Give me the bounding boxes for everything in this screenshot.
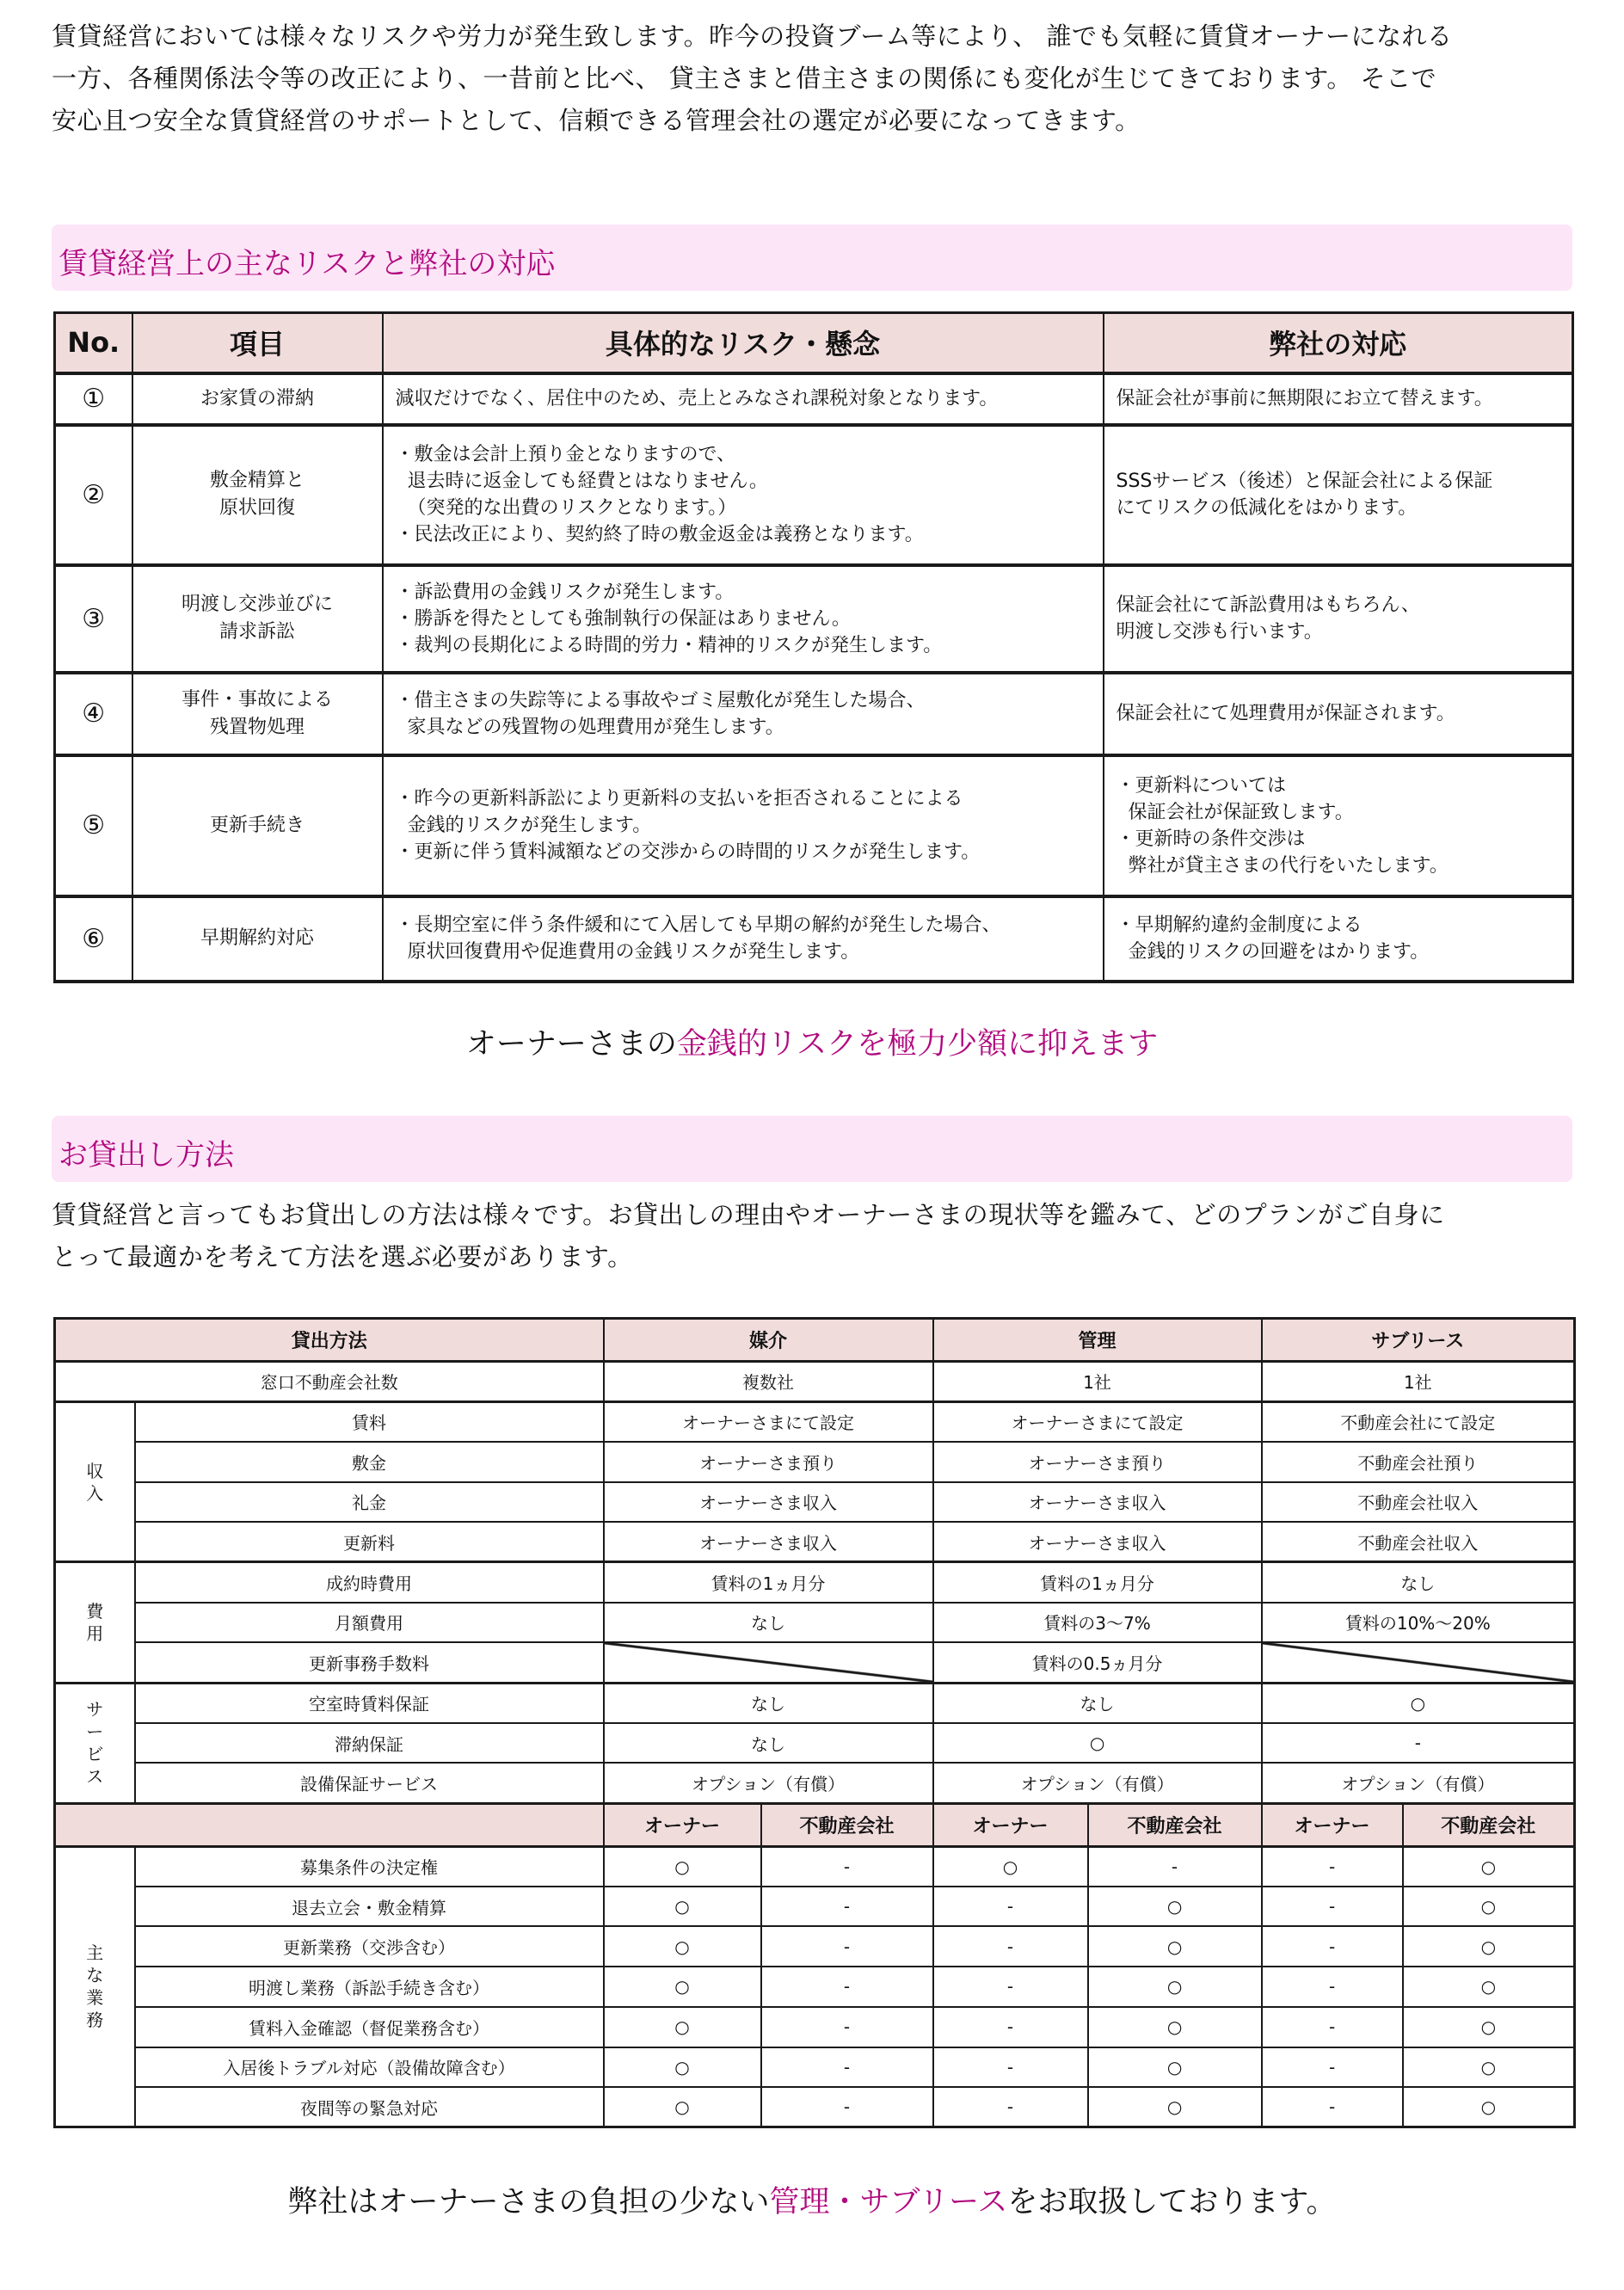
cell-line: ・更新に伴う賃料減額などの交渉からの時間的リスクが発生します。 bbox=[395, 841, 981, 863]
row-label: 明渡し業務（訴訟手続き含む） bbox=[135, 1967, 604, 2007]
row-value: 賃料の1ヵ月分 bbox=[604, 1562, 933, 1603]
closing-before: 弊社はオーナーさまの負担の少ない bbox=[287, 2185, 770, 2219]
row-value: 賃料の1ヵ月分 bbox=[933, 1562, 1262, 1603]
cell-line: 家具などの残置物の処理費用が発生します。 bbox=[407, 716, 784, 738]
intro-line: 安心且つ安全な賃貸経営のサポートとして、信頼できる管理会社の選定が必要になってきます。 bbox=[52, 106, 1141, 135]
section-heading-risks bbox=[52, 225, 1572, 291]
duty-mark: ○ bbox=[1403, 1926, 1575, 1967]
duty-mark: - bbox=[933, 2007, 1088, 2047]
header-plan: サブリース bbox=[1262, 1319, 1575, 1362]
duty-mark: - bbox=[1262, 2007, 1403, 2047]
row-value: オーナーさま収入 bbox=[933, 1522, 1262, 1562]
cell-line: ・民法改正により、契約終了時の敷金返金は義務となります。 bbox=[395, 524, 924, 545]
cell-line: にてリスクの低減化をはかります。 bbox=[1116, 497, 1418, 519]
duty-mark: ○ bbox=[604, 1846, 761, 1887]
methods-line: 賃貸経営と言ってもお貸出しの方法は様々です。お貸出しの理由やオーナーさまの現状等を鑑みて、どのプランがご自身に bbox=[52, 1200, 1445, 1229]
row-value: なし bbox=[604, 1683, 933, 1723]
row-value: 1社 bbox=[933, 1362, 1262, 1402]
row-value: オーナーさま収入 bbox=[604, 1522, 933, 1562]
header-method: 貸出方法 bbox=[55, 1319, 604, 1362]
row-value: なし bbox=[933, 1683, 1262, 1723]
cell-line: 保証会社にて処理費用が保証されます。 bbox=[1116, 703, 1455, 724]
row-value: オーナーさま預り bbox=[604, 1442, 933, 1482]
row-value: 不動産会社収入 bbox=[1262, 1482, 1575, 1523]
duties-subheader bbox=[55, 1803, 1575, 1846]
row-label: 成約時費用 bbox=[135, 1562, 604, 1603]
cell-line: 退去時に返金しても経費とはなりません。 bbox=[407, 471, 768, 492]
methods-line: とって最適かを考えて方法を選ぶ必要があります。 bbox=[52, 1242, 633, 1271]
cell-line: ・借主さまの失踪等による事故やゴミ屋敷化が発生した場合、 bbox=[395, 689, 926, 711]
duty-mark: ○ bbox=[1088, 2087, 1262, 2127]
row-value: オプション（有償） bbox=[1262, 1763, 1575, 1803]
cell-line: 保証会社が保証致します。 bbox=[1128, 801, 1354, 823]
row-item bbox=[132, 373, 383, 425]
duty-mark: - bbox=[1262, 1846, 1403, 1887]
row-item bbox=[132, 425, 383, 565]
duty-mark: - bbox=[761, 1887, 933, 1927]
duty-mark: - bbox=[761, 2047, 933, 2088]
group-label-text: 収入 bbox=[86, 1460, 104, 1504]
duty-row bbox=[55, 1887, 1575, 1927]
methods-paragraph bbox=[52, 1194, 1445, 1278]
row-number: ② bbox=[55, 425, 132, 565]
risk-table bbox=[53, 311, 1574, 983]
duty-mark: - bbox=[933, 2047, 1088, 2088]
plans-table bbox=[53, 1317, 1576, 2128]
duty-mark: ○ bbox=[1088, 2047, 1262, 2088]
header-risk: 具体的なリスク・懸念 bbox=[383, 313, 1104, 373]
duty-row bbox=[55, 2087, 1575, 2127]
row-number: ⑥ bbox=[55, 896, 132, 982]
duty-mark: - bbox=[1262, 1887, 1403, 1927]
row-value: ○ bbox=[1262, 1683, 1575, 1723]
duty-mark: ○ bbox=[1403, 1887, 1575, 1927]
cell-line: 金銭的リスクが発生します。 bbox=[407, 815, 652, 836]
row-value: なし bbox=[604, 1723, 933, 1764]
risk-table-header bbox=[55, 313, 1573, 373]
risk-row bbox=[55, 896, 1573, 982]
window-row bbox=[55, 1362, 1575, 1402]
header-no: No. bbox=[55, 313, 132, 373]
row-value: オプション（有償） bbox=[933, 1763, 1262, 1803]
duty-row bbox=[55, 1967, 1575, 2007]
plans-row bbox=[55, 1763, 1575, 1803]
cell-line: 敷金精算と bbox=[209, 470, 304, 491]
subheader-party: オーナー bbox=[1262, 1803, 1403, 1846]
duty-mark: - bbox=[933, 1967, 1088, 2007]
row-label: 滞納保証 bbox=[135, 1723, 604, 1764]
subheader-blank bbox=[55, 1803, 604, 1846]
row-label: 月額費用 bbox=[135, 1603, 604, 1643]
plans-row bbox=[55, 1522, 1575, 1562]
subheader-party: オーナー bbox=[604, 1803, 761, 1846]
intro-paragraph bbox=[52, 15, 1574, 142]
slogan-plain: オーナーさまの bbox=[465, 1027, 677, 1062]
duty-mark: ○ bbox=[604, 2087, 761, 2127]
row-label: 更新業務（交渉含む） bbox=[135, 1926, 604, 1967]
cell-line: （突発的な出費のリスクとなります。） bbox=[407, 497, 737, 519]
cell-line: 保証会社にて訴訟費用はもちろん、 bbox=[1116, 594, 1420, 616]
slogan-highlight: 金銭的リスクを極力少額に抑えます bbox=[676, 1027, 1159, 1062]
duty-mark: - bbox=[933, 2087, 1088, 2127]
subheader-party: オーナー bbox=[933, 1803, 1088, 1846]
plans-row bbox=[55, 1442, 1575, 1482]
row-label: 賃料 bbox=[135, 1401, 604, 1442]
row-number: ⑤ bbox=[55, 755, 132, 896]
cell-line: 保証会社が事前に無期限にお立て替えます。 bbox=[1116, 388, 1493, 409]
row-number: ③ bbox=[55, 565, 132, 673]
duty-mark: - bbox=[761, 1967, 933, 2007]
row-risk bbox=[383, 425, 1104, 565]
row-value: オーナーさまにて設定 bbox=[933, 1401, 1262, 1442]
row-value: オーナーさまにて設定 bbox=[604, 1401, 933, 1442]
risk-row bbox=[55, 673, 1573, 755]
cell-line: 明渡し交渉並びに bbox=[181, 594, 333, 615]
row-label: 募集条件の決定権 bbox=[135, 1846, 604, 1887]
group-label bbox=[55, 1683, 135, 1803]
cell-line: 原状回復費用や促進費用の金銭リスクが発生します。 bbox=[407, 941, 860, 963]
row-value: 不動産会社にて設定 bbox=[1262, 1401, 1575, 1442]
closing-statement bbox=[0, 2178, 1624, 2221]
empty-slash-cell bbox=[604, 1642, 933, 1683]
row-label: 更新事務手数料 bbox=[135, 1642, 604, 1683]
cell-line: 事件・事故による bbox=[181, 688, 333, 711]
row-label: 更新料 bbox=[135, 1522, 604, 1562]
header-plan: 媒介 bbox=[604, 1319, 933, 1362]
header-item: 項目 bbox=[132, 313, 383, 373]
closing-highlight: 管理・サブリース bbox=[769, 2185, 1008, 2219]
cell-line: SSSサービス（後述）と保証会社による保証 bbox=[1116, 471, 1493, 492]
row-value: なし bbox=[604, 1603, 933, 1643]
row-item bbox=[132, 896, 383, 982]
duty-mark: ○ bbox=[1403, 1846, 1575, 1887]
row-label: 窓口不動産会社数 bbox=[55, 1362, 604, 1402]
cell-line: お家賃の滞納 bbox=[200, 387, 314, 409]
row-item bbox=[132, 565, 383, 673]
subheader-party: 不動産会社 bbox=[761, 1803, 933, 1846]
duty-mark: ○ bbox=[1088, 2007, 1262, 2047]
cell-line: ・訴訟費用の金銭リスクが発生します。 bbox=[395, 581, 735, 603]
header-response: 弊社の対応 bbox=[1104, 313, 1573, 373]
row-response bbox=[1104, 896, 1573, 982]
plans-row bbox=[55, 1603, 1575, 1643]
row-value: 賃料の10%～20% bbox=[1262, 1603, 1575, 1643]
duty-mark: ○ bbox=[1088, 1887, 1262, 1927]
closing-after: をお取扱しております。 bbox=[1007, 2185, 1337, 2219]
section-heading-methods bbox=[52, 1116, 1572, 1182]
subheader-party: 不動産会社 bbox=[1403, 1803, 1575, 1846]
duty-mark: ○ bbox=[933, 1846, 1088, 1887]
plans-row bbox=[55, 1723, 1575, 1764]
row-response bbox=[1104, 755, 1573, 896]
cell-line: ・長期空室に伴う条件緩和にて入居しても早期の解約が発生した場合、 bbox=[395, 914, 1001, 936]
cell-line: ・昨今の更新料訴訟により更新料の支払いを拒否されることによる bbox=[395, 788, 963, 810]
cell-line: ・更新時の条件交渉は bbox=[1116, 828, 1306, 850]
duty-row bbox=[55, 2007, 1575, 2047]
cell-line: 残置物処理 bbox=[209, 716, 304, 738]
duty-mark: ○ bbox=[604, 1926, 761, 1967]
row-label: 空室時賃料保証 bbox=[135, 1683, 604, 1723]
intro-line: 賃貸経営においては様々なリスクや労力が発生致します。昨今の投資ブーム等により、 誰でも気軽に賃貸オーナーになれる bbox=[52, 22, 1453, 51]
row-label: 賃料入金確認（督促業務含む） bbox=[135, 2007, 604, 2047]
cell-line: ・敷金は会計上預り金となりますので、 bbox=[395, 444, 736, 465]
header-plan: 管理 bbox=[933, 1319, 1262, 1362]
row-number: ① bbox=[55, 373, 132, 425]
row-value: オーナーさま預り bbox=[933, 1442, 1262, 1482]
row-risk bbox=[383, 373, 1104, 425]
group-label-text: サービス bbox=[86, 1699, 104, 1788]
duty-mark: - bbox=[761, 2087, 933, 2127]
empty-slash-cell bbox=[1262, 1642, 1575, 1683]
intro-line: 一方、各種関係法令等の改正により、一昔前と比べ、 貸主さまと借主さまの関係にも変化が生じてきております。 そこで bbox=[52, 64, 1437, 93]
plans-header bbox=[55, 1319, 1575, 1362]
cell-line: 金銭的リスクの回避をはかります。 bbox=[1128, 941, 1430, 963]
row-value: 1社 bbox=[1262, 1362, 1575, 1402]
cell-line: ・更新料については bbox=[1116, 774, 1287, 797]
plans-row bbox=[55, 1401, 1575, 1442]
row-response bbox=[1104, 373, 1573, 425]
row-label: 夜間等の緊急対応 bbox=[135, 2087, 604, 2127]
plans-row bbox=[55, 1642, 1575, 1683]
duty-mark: ○ bbox=[1403, 2087, 1575, 2127]
plans-row bbox=[55, 1683, 1575, 1723]
cell-line: 更新手続き bbox=[209, 814, 304, 836]
duty-row bbox=[55, 2047, 1575, 2088]
plans-row bbox=[55, 1562, 1575, 1603]
risk-row bbox=[55, 373, 1573, 425]
group-label-text: 費用 bbox=[86, 1600, 104, 1644]
cell-line: 請求訴訟 bbox=[218, 621, 295, 643]
row-label: 入居後トラブル対応（設備故障含む） bbox=[135, 2047, 604, 2088]
row-risk bbox=[383, 565, 1104, 673]
duty-mark: - bbox=[1262, 1967, 1403, 2007]
cell-line: 早期解約対応 bbox=[200, 927, 314, 949]
duty-mark: ○ bbox=[1088, 1967, 1262, 2007]
subheader-party: 不動産会社 bbox=[1088, 1803, 1262, 1846]
duty-mark: ○ bbox=[1088, 1926, 1262, 1967]
section-heading-text: お貸出し方法 bbox=[58, 1138, 234, 1173]
row-response bbox=[1104, 425, 1573, 565]
group-label bbox=[55, 1401, 135, 1562]
row-risk bbox=[383, 673, 1104, 755]
row-value: 複数社 bbox=[604, 1362, 933, 1402]
row-value: - bbox=[1262, 1723, 1575, 1764]
row-risk bbox=[383, 896, 1104, 982]
duty-mark: ○ bbox=[604, 2047, 761, 2088]
row-item bbox=[132, 673, 383, 755]
section-heading-text: 賃貸経営上の主なリスクと弊社の対応 bbox=[58, 247, 556, 281]
duty-mark: - bbox=[1262, 2047, 1403, 2088]
duty-mark: ○ bbox=[1403, 2047, 1575, 2088]
row-value: オプション（有償） bbox=[604, 1763, 933, 1803]
cell-line: ・勝訴を得たとしても強制執行の保証はありません。 bbox=[395, 607, 851, 630]
row-value: オーナーさま収入 bbox=[933, 1482, 1262, 1523]
duty-mark: ○ bbox=[604, 2007, 761, 2047]
duty-mark: - bbox=[761, 1926, 933, 1967]
risk-slogan bbox=[0, 1020, 1624, 1063]
row-value: オーナーさま収入 bbox=[604, 1482, 933, 1523]
row-value: 賃料の3～7% bbox=[933, 1603, 1262, 1643]
duty-mark: ○ bbox=[1403, 2007, 1575, 2047]
duty-mark: - bbox=[1088, 1846, 1262, 1887]
row-value: なし bbox=[1262, 1562, 1575, 1603]
cell-line: 弊社が貸主さまの代行をいたします。 bbox=[1128, 854, 1449, 877]
cell-line: 減収だけでなく、居住中のため、売上とみなされ課税対象となります。 bbox=[395, 388, 999, 409]
duty-mark: - bbox=[761, 2007, 933, 2047]
row-label: 設備保証サービス bbox=[135, 1763, 604, 1803]
duty-mark: - bbox=[933, 1887, 1088, 1927]
cell-line: 明渡し交渉も行います。 bbox=[1116, 621, 1323, 643]
row-value: 不動産会社収入 bbox=[1262, 1522, 1575, 1562]
row-number: ④ bbox=[55, 673, 132, 755]
plans-row bbox=[55, 1482, 1575, 1523]
cell-line: 原状回復 bbox=[218, 497, 295, 519]
group-label bbox=[55, 1562, 135, 1683]
row-label: 敷金 bbox=[135, 1442, 604, 1482]
group-label-text: 主な業務 bbox=[86, 1942, 104, 2031]
row-item bbox=[132, 755, 383, 896]
risk-row bbox=[55, 565, 1573, 673]
duty-mark: ○ bbox=[604, 1887, 761, 1927]
row-value: 不動産会社預り bbox=[1262, 1442, 1575, 1482]
duty-mark: - bbox=[761, 1846, 933, 1887]
cell-line: ・裁判の長期化による時間的労力・精神的リスクが発生します。 bbox=[395, 634, 943, 656]
duty-mark: - bbox=[933, 1926, 1088, 1967]
row-response bbox=[1104, 565, 1573, 673]
group-label bbox=[55, 1846, 135, 2127]
duty-mark: - bbox=[1262, 1926, 1403, 1967]
row-risk bbox=[383, 755, 1104, 896]
row-label: 退去立会・敷金精算 bbox=[135, 1887, 604, 1927]
cell-line: ・早期解約違約金制度による bbox=[1116, 914, 1363, 936]
duty-mark: - bbox=[1262, 2087, 1403, 2127]
row-value: 賃料の0.5ヵ月分 bbox=[933, 1642, 1262, 1683]
risk-row bbox=[55, 755, 1573, 896]
duty-row bbox=[55, 1846, 1575, 1887]
row-value: ○ bbox=[933, 1723, 1262, 1764]
duty-row bbox=[55, 1926, 1575, 1967]
row-response bbox=[1104, 673, 1573, 755]
row-label: 礼金 bbox=[135, 1482, 604, 1523]
duty-mark: ○ bbox=[604, 1967, 761, 2007]
duty-mark: ○ bbox=[1403, 1967, 1575, 2007]
risk-row bbox=[55, 425, 1573, 565]
